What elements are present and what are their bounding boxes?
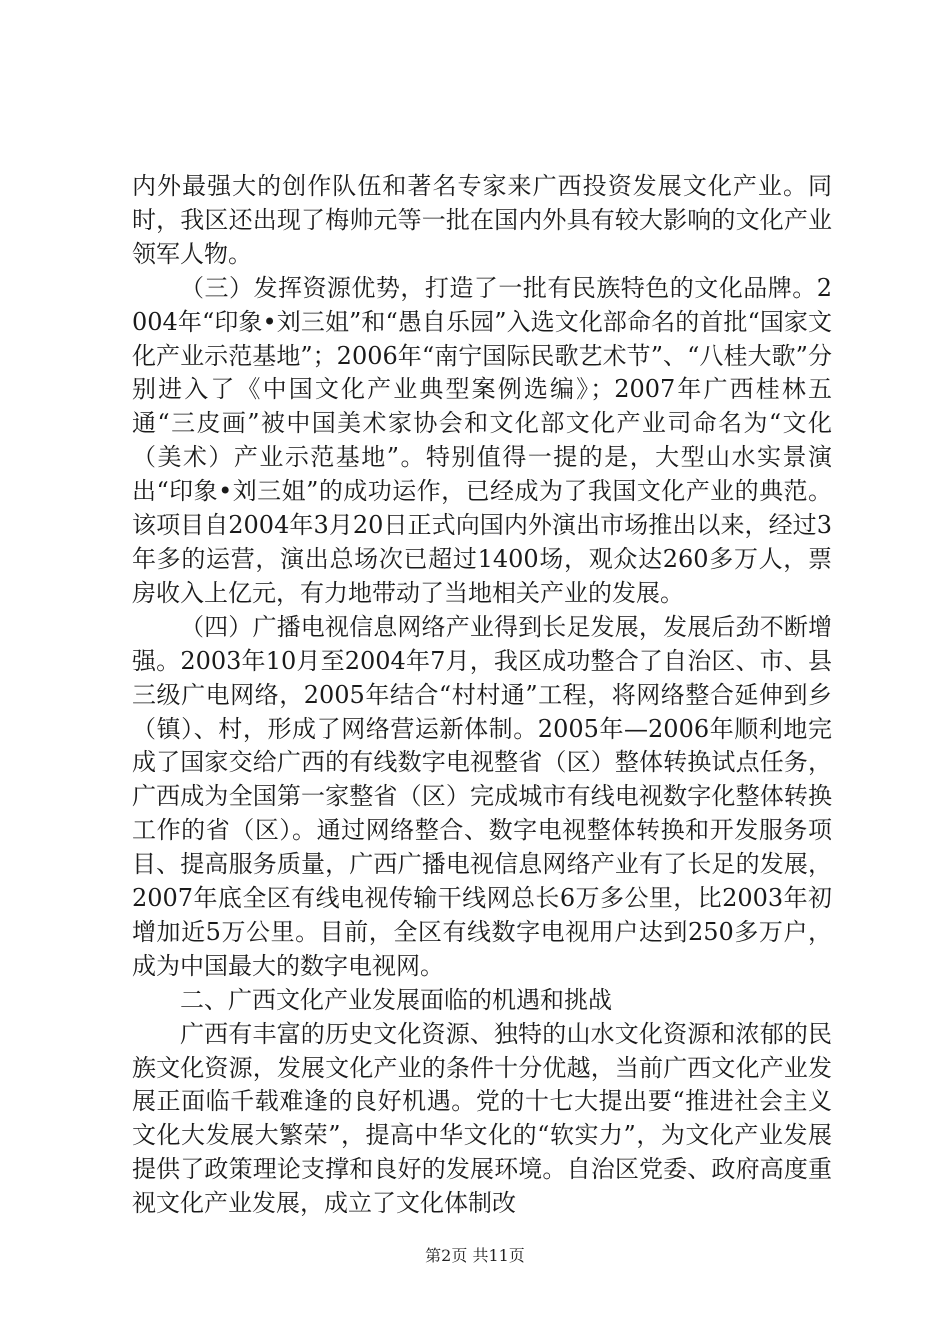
paragraph-opportunities: 广西有丰富的历史文化资源、独特的山水文化资源和浓郁的民族文化资源，发展文化产业的条件十分优越，当前广西文化产业发展正面临千载难逢的良好机遇。党的十七大提出要“推进社会主义文化大发展大繁荣”，提高中华文化的“软实力”，为文化产业发展提供了政策理论支撑和良好的发展环境。自治区党委、政府高度重视文化产业发展，成立了文化体制改 — [132, 1019, 832, 1218]
document-body — [132, 170, 832, 1221]
paragraph-continuation: 内外最强大的创作队伍和著名专家来广西投资发展文化产业。同时，我区还出现了梅帅元等一批在国内外具有较大影响的文化产业领军人物。 — [132, 172, 832, 268]
section-heading-opportunities: 二、广西文化产业发展面临的机遇和挑战 — [180, 985, 612, 1014]
paragraph-section-four: （四）广播电视信息网络产业得到长足发展，发展后劲不断增强。2003年10月至2004年7月，我区成功整合了自治区、市、县三级广电网络，2005年结合“村村通”工程，将网络整合延伸到乡（镇）、村，形成了网络营运新体制。2005年—2006年顺利地完成了国家交给广西的有线数字电视整省（区）整体转换试点任务，广西成为全国第一家整省（区）完成城市有线电视数字化整体转换工作的省（区）。通过网络整合、数字电视整体转换和开发服务项目、提高服务质量，广西广播电视信息网络产业有了长足的发展，2007年底全区有线电视传输干线网总长6万多公里，比2003年初增加近5万公里。目前，全区有线数字电视用户达到250多万户，成为中国最大的数字电视网。 — [132, 612, 832, 980]
page-number-footer: 第2页 共11页 — [425, 1246, 525, 1265]
paragraph-section-three: （三）发挥资源优势，打造了一批有民族特色的文化品牌。2004年“印象•刘三姐”和“愚自乐园”入选文化部命名的首批“国家文化产业示范基地”；2006年“南宁国际民歌艺术节”、“八桂大歌”分别进入了《中国文化产业典型案例选编》；2007年广西桂林五通“三皮画”被中国美术家协会和文化部文化产业司命名为“文化（美术）产业示范基地”。特别值得一提的是，大型山水实景演出“印象•刘三姐”的成功运作，已经成为了我国文化产业的典范。该项目自2004年3月20日正式向国内外演出市场推出以来，经过3年多的运营，演出总场次已超过1400场，观众达260多万人，票房收入上亿元，有力地带动了当地相关产业的发展。 — [132, 273, 832, 607]
